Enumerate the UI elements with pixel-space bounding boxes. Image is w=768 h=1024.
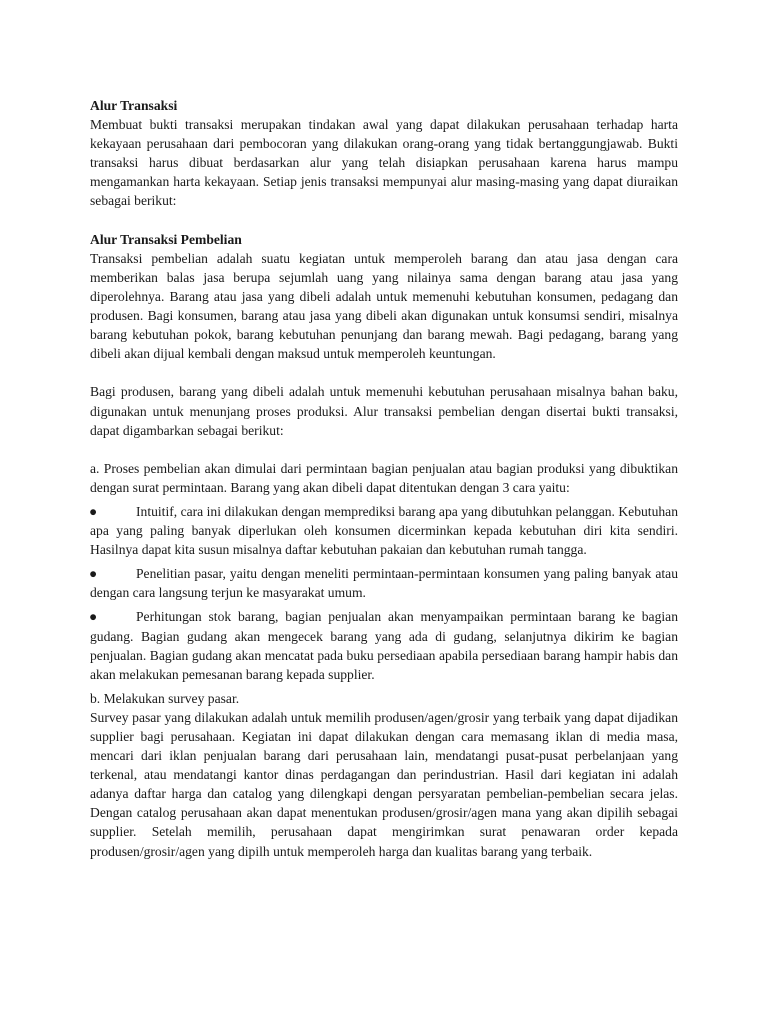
bullet-text: Penelitian pasar, yaitu dengan meneliti permintaan-permintaan konsumen yang paling banyak atau dengan cara langsung terjun ke masyarakat umum. (90, 566, 678, 601)
paragraph-alur-transaksi: Membuat bukti transaksi merupakan tindakan awal yang dapat dilakukan perusahaan terhadap harta kekayaan perusahaan dari pembocoran yang dilakukan orang-orang yang tidak bertanggungjawab. Bukti transaksi harus dibuat berdasarkan alur yang telah disiapkan perusahaan karena harus mampu mengamankan harta kekayaan. Setiap jenis transaksi mempunyai alur masing-masing yang dapat diuraikan sebagai berikut: (90, 117, 678, 209)
section-heading-alur-pembelian: Alur Transaksi Pembelian (90, 231, 242, 247)
bullet-text: Intuitif, cara ini dilakukan dengan memprediksi barang apa yang dibutuhkan pelanggan. Kebutuhan apa yang paling banyak diperlukan oleh konsumen dicerminkan kepada kebutuhan diri kita sendiri. Hasilnya dapat kita susun misalnya daftar kebutuhan pakaian dan kebutuhan rumah tangga. (90, 503, 678, 558)
bullet-item (90, 564, 678, 602)
bullet-item (90, 502, 678, 559)
point-b: b. Melakukan survey pasar. (90, 690, 240, 706)
paragraph-pembelian-2: Bagi produsen, barang yang dibeli adalah untuk memenuhi kebutuhan perusahaan misalnya bahan baku, digunakan untuk menunjang proses produksi. Alur transaksi pembelian dengan disertai bukti transaksi, dapat digambarkan sebagai berikut: (90, 384, 678, 438)
bullet-text: Perhitungan stok barang, bagian penjualan akan menyampaikan permintaan barang ke bagian gudang. Bagian gudang akan mengecek barang yang ada di gudang, selanjutnya dikirim ke bagian penjualan. Bagian gudang akan mencatat pada buku persediaan apabila persediaan barang hampir habis dan akan melakukan pemesanan barang kepada supplier. (90, 609, 678, 682)
point-a: a. Proses pembelian akan dimulai dari permintaan bagian penjualan atau bagian produksi yang dibuktikan dengan surat permintaan. Barang yang akan dibeli dapat ditentukan dengan 3 cara yaitu: (90, 460, 678, 495)
bullet-dot-icon: ● (89, 566, 98, 582)
document-page (90, 96, 678, 861)
paragraph-pembelian-1: Transaksi pembelian adalah suatu kegiatan untuk memperoleh barang dan atau jasa dengan cara memberikan balas jasa berupa sejumlah uang yang nilainya sama dengan barang atau jasa yang diperolehnya. Barang atau jasa yang dibeli adalah untuk memenuhi kebutuhan konsumen, pedagang dan produsen. Bagi konsumen, barang atau jasa yang dibeli akan digunakan untuk konsumsi sendiri, misalnya barang kebutuhan pokok, barang kebutuhan penunjang dan barang mewah. Bagi pedagang, barang yang dibeli akan dijual kembali dengan maksud untuk memperoleh keuntungan. (90, 250, 678, 362)
section-heading-alur-transaksi: Alur Transaksi (90, 98, 178, 113)
bullet-item (90, 607, 678, 683)
blank-line (90, 440, 678, 459)
paragraph-survey-pasar: Survey pasar yang dilakukan adalah untuk memilih produsen/agen/grosir yang terbaik yang dapat dijadikan supplier bagi perusahaan. Kegiatan ini dapat dilakukan dengan cara memasang iklan di media masa, mencari dari iklan penjualan barang dari perusahaan lain, mendatangi pusat-pusat perbelanjaan yang terkenal, atau mendatangi kantor dinas perdagangan dan perindustrian. Hasil dari kegiatan ini adalah adanya daftar harga dan catalog yang dilengkapi dengan persyaratan pembelian-pembelian secara jelas. Dengan catalog perusahaan akan dapat menentukan produsen/grosir/agen mana yang akan dipilih sebagai supplier. Setelah memilih, perusahaan dapat mengirimkan surat penawaran order kepada produsen/grosir/agen yang dipilh untuk memperoleh harga dan kualitas barang yang terbaik. (90, 709, 678, 859)
blank-line (90, 211, 678, 230)
bullet-dot-icon: ● (89, 503, 98, 519)
bullet-dot-icon: ● (89, 609, 98, 625)
blank-line (90, 363, 678, 382)
